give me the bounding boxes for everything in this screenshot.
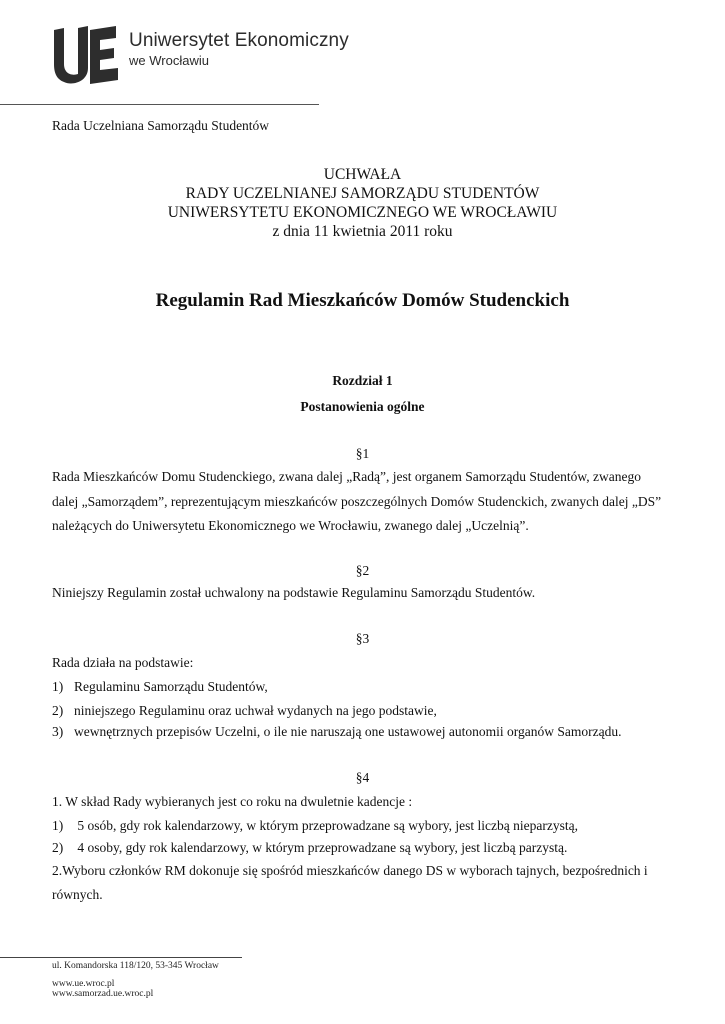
section-4-sign: §4 xyxy=(355,770,370,785)
footer-divider xyxy=(0,957,242,958)
university-name: Uniwersytet Ekonomiczny xyxy=(129,30,349,51)
resolution-university: UNIWERSYTETU EKONOMICZNEGO WE WROCŁAWIU xyxy=(167,204,558,221)
ue-logo-icon xyxy=(52,24,122,86)
university-city: we Wrocławiu xyxy=(129,53,209,68)
section-2-text: Niniejszy Regulamin został uchwalony na podstawie Regulaminu Samorządu Studentów. xyxy=(52,585,536,600)
chapter-number: Rozdział 1 xyxy=(332,373,393,388)
list-number: 1) xyxy=(52,679,64,694)
document-title: Regulamin Rad Mieszkańców Domów Studenckich xyxy=(155,290,570,311)
section-1-sign: §1 xyxy=(355,446,370,461)
section-1-line: Rada Mieszkańców Domu Studenckiego, zwana dalej „Radą”, jest organem Samorządu Studentów, zwanego xyxy=(52,469,641,484)
chapter-name: Postanowienia ogólne xyxy=(300,399,425,414)
resolution-heading xyxy=(0,165,725,241)
resolution-date: z dnia 11 kwietnia 2011 roku xyxy=(272,223,453,240)
header-divider xyxy=(0,104,319,105)
list-number: 1) xyxy=(52,818,64,833)
section-2-sign: §2 xyxy=(355,563,370,578)
list-text: 5 osób, gdy rok kalendarzowy, w którym przeprowadzane są wybory, jest liczbą nieparzystą, xyxy=(74,818,578,833)
section-4-point-2-cont: równych. xyxy=(52,887,103,902)
list-item xyxy=(52,840,567,856)
section-4-point-2: 2.Wyboru członków RM dokonuje się spośród mieszkańców danego DS w wyborach tajnych, bezpośrednich i xyxy=(52,863,648,878)
list-item xyxy=(52,818,578,834)
section-1-line: dalej „Samorządem”, reprezentującym mieszkańców poszczególnych Domów Studenckich, zwanych dalej „DS” xyxy=(52,494,662,509)
section-3-sign: §3 xyxy=(355,631,370,646)
organization-name: Rada Uczelniana Samorządu Studentów xyxy=(52,118,270,133)
list-text: niniejszego Regulaminu oraz uchwał wydanych na jego podstawie, xyxy=(74,703,437,718)
list-text: Regulaminu Samorządu Studentów, xyxy=(74,679,268,694)
list-item xyxy=(52,679,268,695)
section-4-intro: 1. W skład Rady wybieranych jest co roku na dwuletnie kadencje : xyxy=(52,794,413,809)
list-number: 3) xyxy=(52,724,64,739)
list-item xyxy=(52,703,437,719)
footer-website[interactable]: www.ue.wroc.pl xyxy=(52,979,115,989)
resolution-body: RADY UCZELNIANEJ SAMORZĄDU STUDENTÓW xyxy=(185,185,540,202)
list-text: wewnętrznych przepisów Uczelni, o ile nie naruszają one ustawowej autonomii organów Samorządu. xyxy=(74,724,622,739)
resolution-title: UCHWAŁA xyxy=(323,166,402,183)
section-1-line: należących do Uniwersytetu Ekonomicznego we Wrocławiu, zwanego dalej „Uczelnią”. xyxy=(52,518,529,533)
list-text: 4 osoby, gdy rok kalendarzowy, w którym przeprowadzane są wybory, jest liczbą parzystą. xyxy=(74,840,568,855)
footer-website-samorzad[interactable]: www.samorzad.ue.wroc.pl xyxy=(52,989,154,999)
footer-address: ul. Komandorska 118/120, 53-345 Wrocław xyxy=(52,961,219,971)
section-3-intro: Rada działa na podstawie: xyxy=(52,655,194,670)
list-item xyxy=(52,724,621,740)
list-number: 2) xyxy=(52,703,64,718)
list-number: 2) xyxy=(52,840,64,855)
